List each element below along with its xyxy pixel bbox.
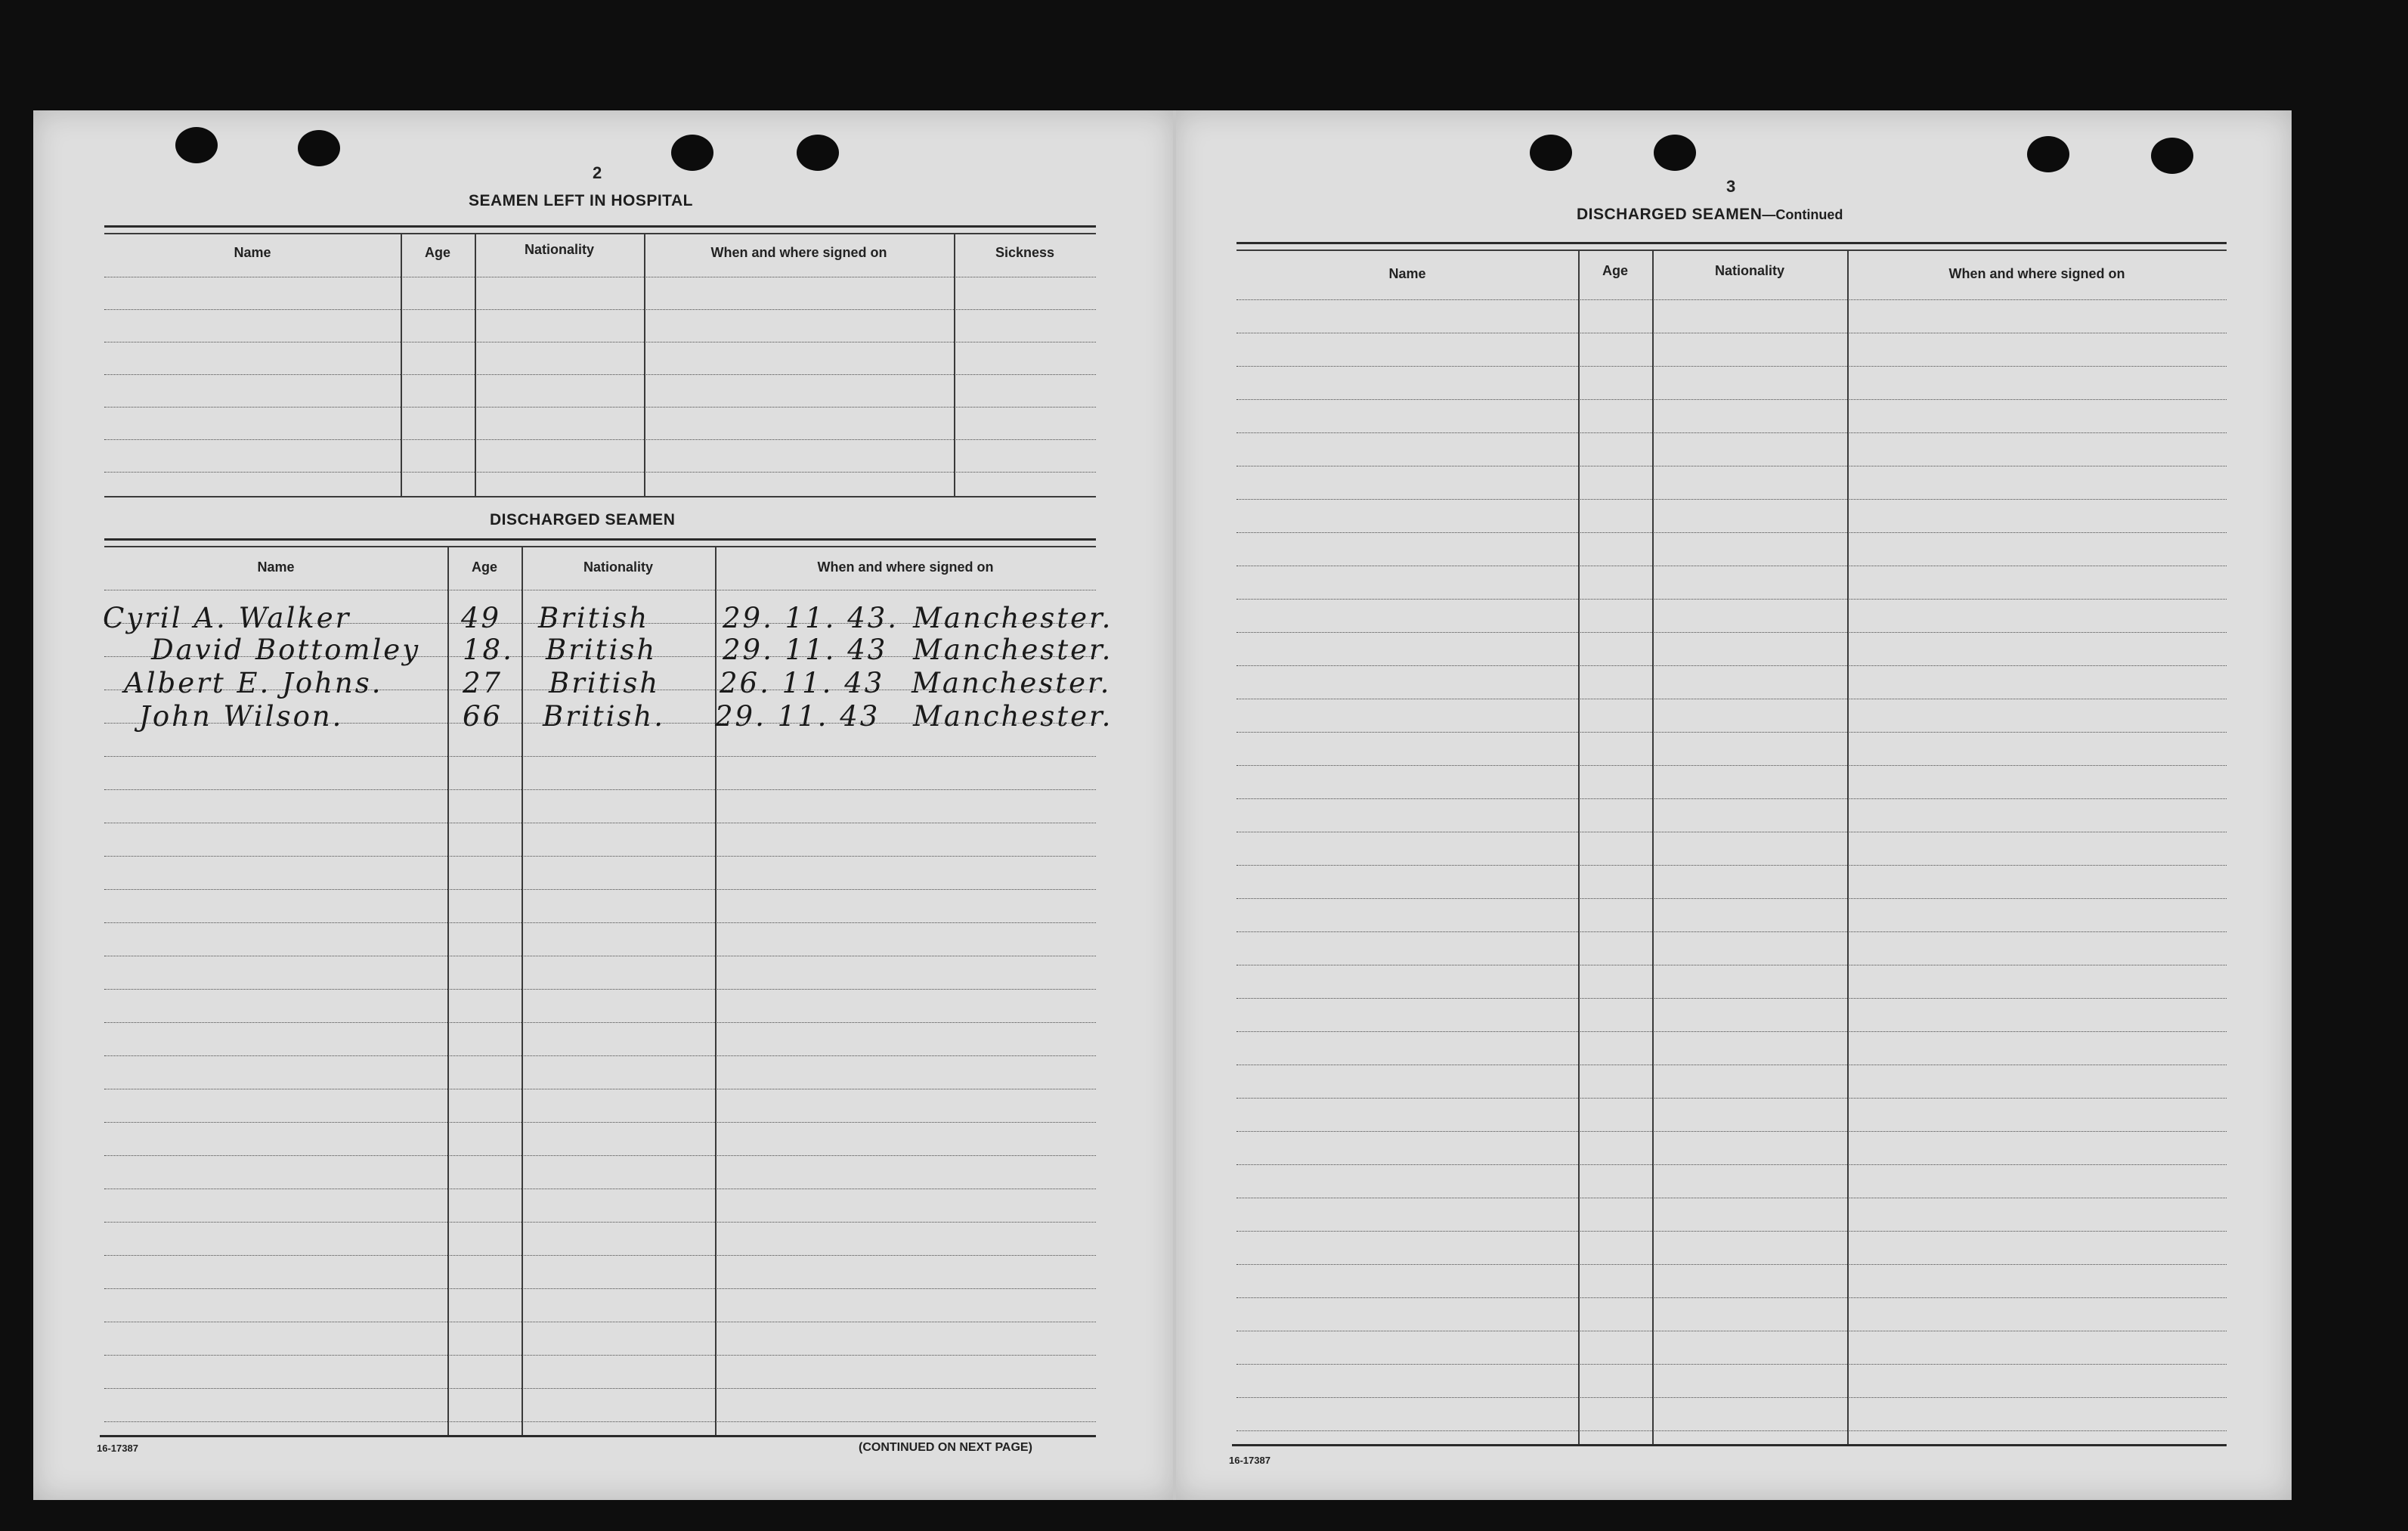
column-divider <box>1652 249 1654 1446</box>
ruled-line <box>1236 1098 2227 1099</box>
ruled-line <box>1236 1364 2227 1365</box>
continued-title-main: DISCHARGED SEAMEN <box>1577 206 1763 223</box>
ruled-line <box>104 439 1096 440</box>
ruled-line <box>1236 798 2227 799</box>
ruled-line <box>104 1421 1096 1422</box>
seaman-name: Cyril A. Walker <box>103 602 351 634</box>
ruled-line <box>104 472 1096 473</box>
ruled-line <box>1236 299 2227 300</box>
seaman-nationality: British <box>546 634 658 666</box>
ruled-line <box>104 1222 1096 1223</box>
punch-hole <box>175 127 218 163</box>
ruled-line <box>104 1022 1096 1023</box>
punch-hole <box>797 135 839 171</box>
seaman-name: David Bottomley <box>151 634 421 666</box>
ruled-line <box>1236 532 2227 533</box>
table-rule <box>104 496 1096 497</box>
column-header-nationality: Nationality <box>583 559 653 575</box>
ruled-line <box>104 374 1096 375</box>
punch-hole <box>671 135 713 171</box>
form-number: 16-17387 <box>97 1443 138 1454</box>
page-number: 3 <box>1726 177 1736 196</box>
continued-note: (CONTINUED ON NEXT PAGE) <box>859 1441 1032 1454</box>
ruled-line <box>1236 732 2227 733</box>
table-rule <box>1236 242 2227 244</box>
ruled-line <box>1236 399 2227 400</box>
column-header-age: Age <box>424 245 450 260</box>
table-rule <box>100 1435 1096 1437</box>
continued-section-title <box>1577 206 1843 224</box>
discharged-section-title: DISCHARGED SEAMEN <box>490 511 676 528</box>
ruled-line <box>1236 898 2227 899</box>
ruled-line <box>104 1255 1096 1256</box>
signed-on-date: 29. 11. 43. <box>723 602 899 634</box>
column-header-name: Name <box>257 559 295 575</box>
table-rule <box>104 546 1096 547</box>
punch-hole <box>2151 138 2193 174</box>
column-divider <box>715 546 717 1435</box>
seaman-name: John Wilson. <box>139 700 344 733</box>
ruled-line <box>104 1388 1096 1389</box>
signed-on-place: Manchester. <box>912 667 1112 699</box>
ruled-line <box>1236 432 2227 433</box>
column-divider <box>1847 249 1849 1446</box>
ruled-line <box>1236 1430 2227 1431</box>
ruled-line <box>1236 665 2227 666</box>
column-divider <box>475 233 476 496</box>
ruled-line <box>104 1155 1096 1156</box>
column-divider <box>401 233 402 496</box>
ruled-line <box>1236 1397 2227 1398</box>
ruled-line <box>1236 1031 2227 1032</box>
column-divider <box>522 546 523 1435</box>
column-divider <box>1578 249 1580 1446</box>
ruled-line <box>1236 599 2227 600</box>
form-number: 16-17387 <box>1229 1455 1271 1466</box>
ruled-line <box>104 309 1096 310</box>
column-header-age: Age <box>1602 263 1628 278</box>
column-header-name: Name <box>234 245 271 260</box>
seaman-nationality: British <box>538 602 650 634</box>
column-header-signed-on: When and where signed on <box>817 559 994 575</box>
ruled-line <box>104 922 1096 923</box>
column-divider <box>954 233 955 496</box>
ruled-line <box>104 1055 1096 1056</box>
signed-on-place: Manchester. <box>913 700 1113 733</box>
column-divider <box>447 546 449 1435</box>
table-rule <box>1236 249 2227 251</box>
table-rule <box>1232 1444 2227 1446</box>
seaman-nationality: British. <box>543 700 665 733</box>
ruled-line <box>1236 765 2227 766</box>
seaman-age: 49 <box>461 602 502 634</box>
column-header-nationality: Nationality <box>1714 263 1784 278</box>
column-header-name: Name <box>1388 266 1426 281</box>
ruled-line <box>104 756 1096 757</box>
ruled-line <box>104 1288 1096 1289</box>
right-page <box>1175 110 2292 1500</box>
ruled-line <box>1236 1297 2227 1298</box>
ruled-line <box>1236 499 2227 500</box>
ruled-line <box>1236 366 2227 367</box>
punch-hole <box>1530 135 1572 171</box>
column-header-sickness: Sickness <box>995 245 1055 260</box>
ruled-line <box>1236 931 2227 932</box>
ruled-line <box>1236 998 2227 999</box>
page-fold <box>1173 110 1176 1500</box>
column-header-signed-on: When and where signed on <box>710 245 887 260</box>
signed-on-date: 29. 11. 43 <box>723 634 888 666</box>
ruled-line <box>104 789 1096 790</box>
ruled-line <box>1236 632 2227 633</box>
hospital-section-title: SEAMEN LEFT IN HOSPITAL <box>469 192 693 209</box>
ruled-line <box>104 989 1096 990</box>
ruled-line <box>1236 1264 2227 1265</box>
ruled-line <box>1236 865 2227 866</box>
column-header-signed-on: When and where signed on <box>1948 266 2125 281</box>
table-rule <box>104 233 1096 234</box>
ruled-line <box>104 889 1096 890</box>
signed-on-place: Manchester. <box>913 634 1113 666</box>
column-header-nationality: Nationality <box>524 242 594 257</box>
signed-on-date: 26. 11. 43 <box>720 667 885 699</box>
ruled-line <box>1236 1131 2227 1132</box>
ruled-line <box>104 1355 1096 1356</box>
table-rule <box>104 538 1096 541</box>
continued-title-suffix: —Continued <box>1762 207 1843 222</box>
seaman-nationality: British <box>549 667 661 699</box>
seaman-age: 27 <box>463 667 503 699</box>
punch-hole <box>2027 136 2069 172</box>
table-rule <box>104 225 1096 228</box>
ruled-line <box>1236 1164 2227 1165</box>
seaman-age: 18. <box>463 634 514 666</box>
seaman-age: 66 <box>463 700 503 733</box>
column-header-age: Age <box>471 559 497 575</box>
column-divider <box>644 233 645 496</box>
punch-hole <box>1654 135 1696 171</box>
seaman-name: Albert E. Johns. <box>124 667 383 699</box>
ruled-line <box>1236 1231 2227 1232</box>
ruled-line <box>104 856 1096 857</box>
signed-on-date: 29. 11. 43 <box>715 700 881 733</box>
ruled-line <box>104 407 1096 408</box>
punch-hole <box>298 130 340 166</box>
page-number: 2 <box>593 163 602 182</box>
ruled-line <box>104 1122 1096 1123</box>
signed-on-place: Manchester. <box>913 602 1113 634</box>
left-page <box>33 110 1175 1500</box>
